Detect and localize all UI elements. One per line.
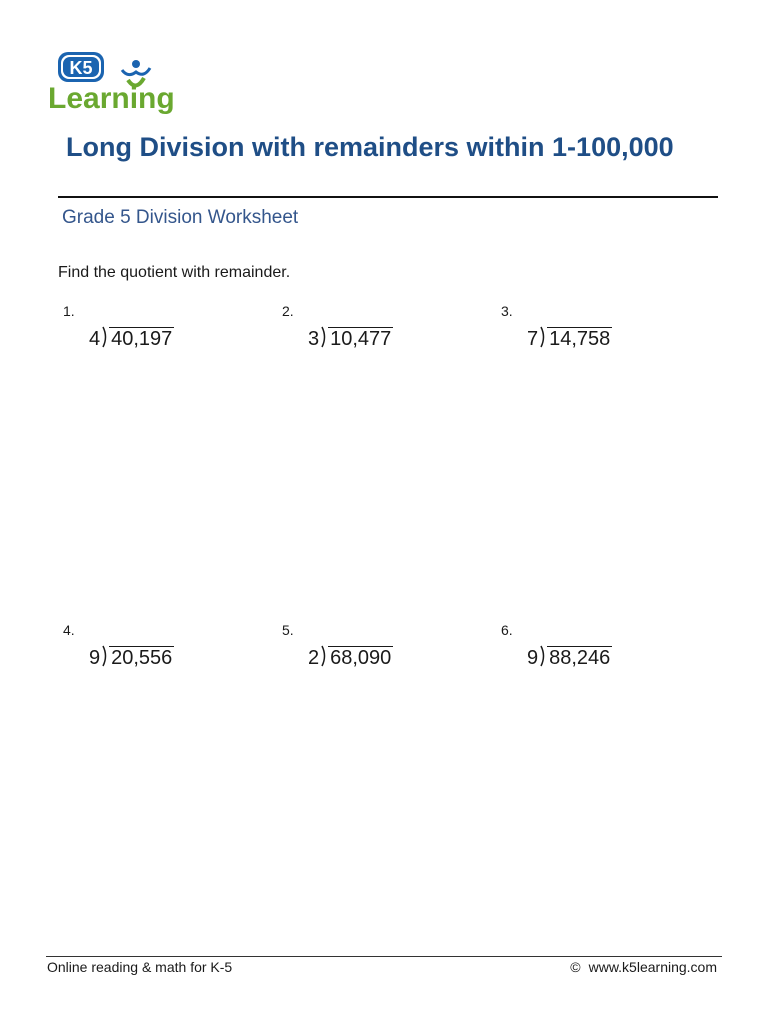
instructions-text: Find the quotient with remainder. bbox=[58, 264, 291, 281]
footer-divider bbox=[46, 956, 722, 957]
division-expression bbox=[527, 327, 612, 351]
divisor: 2 bbox=[308, 647, 320, 669]
division-bracket-icon bbox=[540, 646, 546, 668]
k5-learning-logo bbox=[48, 50, 188, 114]
problem-number: 2. bbox=[282, 303, 294, 319]
dividend: 88,246 bbox=[549, 647, 611, 669]
divisor: 9 bbox=[527, 647, 539, 669]
dividend: 40,197 bbox=[111, 328, 173, 350]
problem-number: 4. bbox=[63, 622, 75, 638]
footer-tagline: Online reading & math for K-5 bbox=[47, 959, 233, 975]
dividend: 68,090 bbox=[330, 647, 392, 669]
copyright-icon: © bbox=[570, 959, 581, 975]
dividend: 14,758 bbox=[549, 328, 611, 350]
problem-number: 5. bbox=[282, 622, 294, 638]
problem-3 bbox=[501, 303, 701, 363]
division-expression bbox=[308, 646, 393, 670]
division-bracket-icon bbox=[102, 327, 108, 349]
logo-word-text: Learning bbox=[48, 82, 175, 114]
footer-site bbox=[570, 959, 717, 975]
division-expression bbox=[89, 646, 174, 670]
problem-number: 6. bbox=[501, 622, 513, 638]
division-expression bbox=[308, 327, 393, 351]
division-bracket-icon bbox=[321, 646, 327, 668]
divisor: 7 bbox=[527, 328, 539, 350]
divisor: 4 bbox=[89, 328, 101, 350]
title-divider bbox=[58, 196, 718, 198]
problem-4 bbox=[63, 622, 263, 682]
division-bracket-icon bbox=[102, 646, 108, 668]
problem-1 bbox=[63, 303, 263, 363]
division-bracket-icon bbox=[540, 327, 546, 349]
problem-number: 3. bbox=[501, 303, 513, 319]
page-subtitle: Grade 5 Division Worksheet bbox=[62, 207, 299, 228]
footer-url[interactable]: www.k5learning.com bbox=[588, 959, 717, 975]
problem-number: 1. bbox=[63, 303, 75, 319]
divisor: 3 bbox=[308, 328, 320, 350]
problem-6 bbox=[501, 622, 701, 682]
dividend: 10,477 bbox=[330, 328, 392, 350]
k5-logo-icon bbox=[48, 50, 188, 114]
division-expression bbox=[89, 327, 174, 351]
problem-2 bbox=[282, 303, 482, 363]
division-bracket-icon bbox=[321, 327, 327, 349]
divisor: 9 bbox=[89, 647, 101, 669]
page-title: Long Division with remainders within 1-100,000 bbox=[66, 132, 674, 162]
division-expression bbox=[527, 646, 612, 670]
logo-badge-text: K5 bbox=[69, 58, 93, 78]
dividend: 20,556 bbox=[111, 647, 173, 669]
problem-5 bbox=[282, 622, 482, 682]
